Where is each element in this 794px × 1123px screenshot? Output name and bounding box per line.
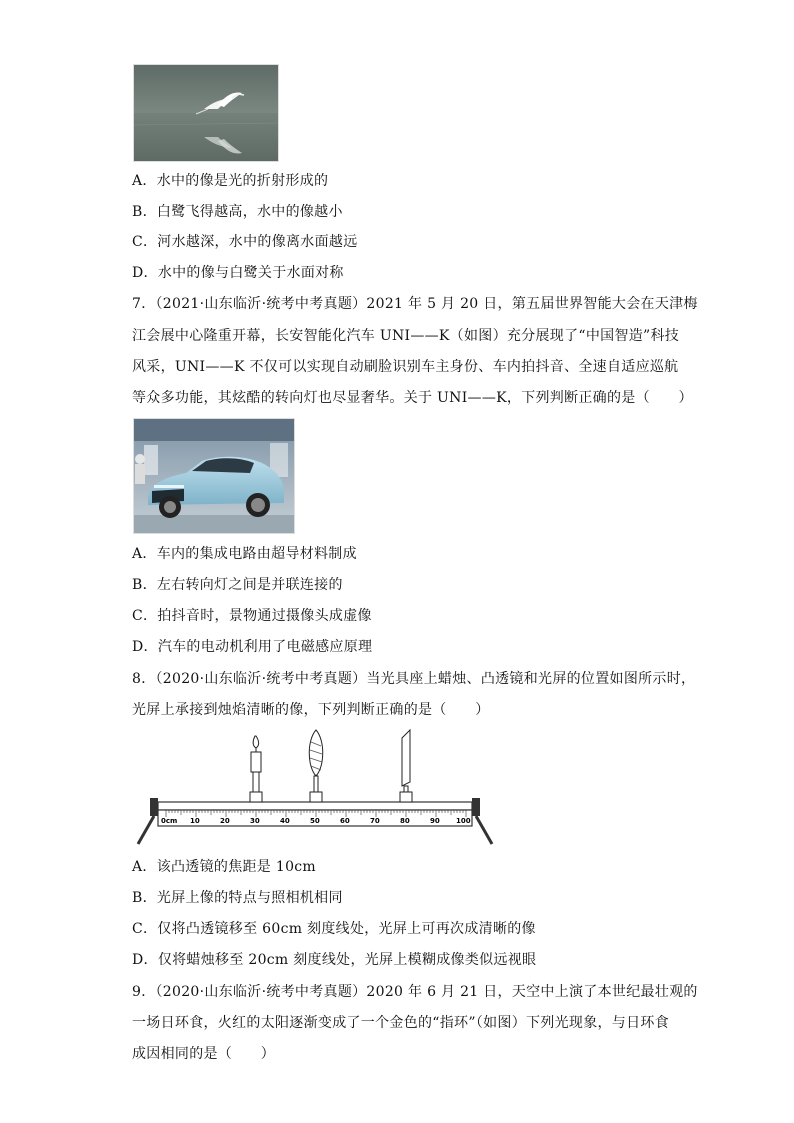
option-a: A．水中的像是光的折射形成的	[132, 173, 329, 189]
scale-label: 80	[400, 817, 410, 825]
question-7-line-1: 7．（2021·山东临沂·统考中考真题）2021 年 5 月 20 日，第五届世界智能大会在天津梅	[132, 296, 698, 312]
scale-label: 10	[190, 817, 200, 825]
option-b: B．左右转向灯之间是并联连接的	[132, 577, 343, 593]
scale-label: 50	[310, 817, 320, 825]
option-d: D．汽车的电动机利用了电磁感应原理	[132, 639, 373, 655]
rail-top	[158, 802, 472, 810]
option-a: A．车内的集成电路由超导材料制成	[132, 546, 357, 562]
option-b: B．白鹭飞得越高，水中的像越小	[132, 204, 343, 220]
option-d: D．水中的像与白鹭关于水面对称	[132, 265, 344, 281]
egret-photo	[133, 64, 279, 162]
question-8-line-1: 8．（2020·山东临沂·统考中考真题）当光具座上蜡烛、凸透镜和光屏的位置如图所示时，	[132, 671, 696, 687]
scale-label: 100	[456, 817, 471, 825]
option-b: B．光屏上像的特点与照相机相同	[132, 890, 343, 906]
scale-label: 0cm	[161, 817, 178, 825]
scale-label: 70	[370, 817, 380, 825]
scale-label: 90	[430, 817, 440, 825]
question-9-line-3: 成因相同的是（ ）	[132, 1046, 275, 1062]
option-a: A．该凸透镜的焦距是 10cm	[132, 859, 316, 875]
option-d: D．仅将蜡烛移至 20cm 刻度线处，光屏上模糊成像类似远视眼	[132, 952, 537, 968]
right-stand-leg	[476, 816, 492, 844]
question-7-line-4: 等众多功能，其炫酷的转向灯也尽显奢华。关于 UNI——K，下列判断正确的是（ ）	[132, 390, 693, 406]
egret-image	[134, 65, 278, 161]
right-stand-cap	[472, 798, 480, 816]
question-9-line-1: 9．（2020·山东临沂·统考中考真题）2020 年 6 月 21 日，天空中上演了本世纪最壮观的	[132, 984, 698, 1000]
option-c: C．仅将凸透镜移至 60cm 刻度线处，光屏上可再次成清晰的像	[132, 921, 536, 937]
light-screen	[400, 730, 412, 802]
question-7-line-2: 江会展中心隆重开幕，长安智能化汽车 UNI——K（如图）充分展现了“中国智造”科技	[132, 328, 680, 344]
scale-label: 30	[250, 817, 260, 825]
convex-lens	[309, 730, 323, 802]
car-image	[134, 419, 294, 533]
left-stand-cap	[150, 798, 158, 816]
optical-bench-diagram	[132, 728, 502, 850]
scale-label: 60	[340, 817, 350, 825]
option-c: C．拍抖音时，景物通过摄像头成虚像	[132, 608, 372, 624]
scale-label: 40	[280, 817, 290, 825]
question-9-line-2: 一场日环食，火红的太阳逐渐变成了一个金色的“指环”（如图）下列光现象，与日环食	[132, 1015, 670, 1031]
option-c: C．河水越深，水中的像离水面越远	[132, 234, 358, 250]
question-7-line-3: 风采，UNI——K 不仅可以实现自动刷脸识别车主身份、车内拍抖音、全速自适应巡航	[132, 359, 679, 375]
question-8-line-2: 光屏上承接到烛焰清晰的像，下列判断正确的是（ ）	[132, 702, 490, 718]
candle	[250, 736, 262, 802]
scale-label: 20	[220, 817, 230, 825]
car-photo	[133, 418, 295, 534]
left-stand-leg	[138, 816, 154, 844]
